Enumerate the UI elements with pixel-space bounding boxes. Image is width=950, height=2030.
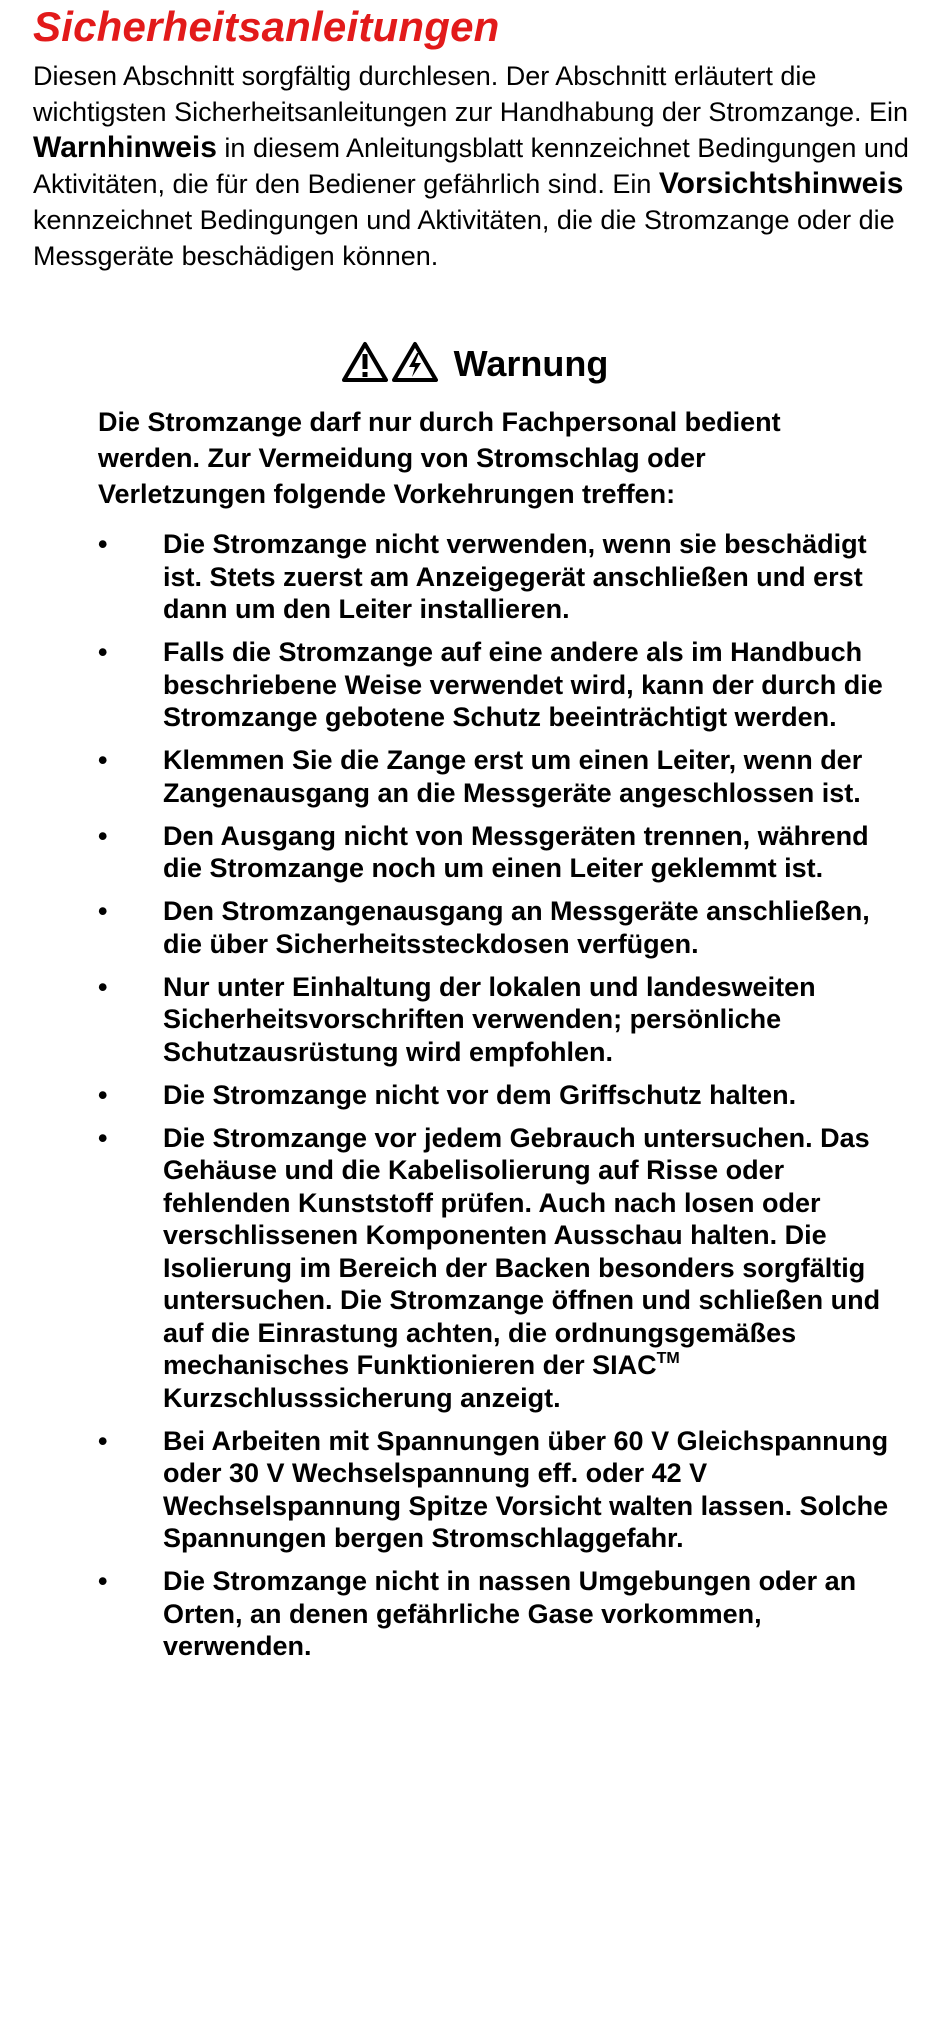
list-item-text: Klemmen Sie die Zange erst um einen Leiter, wenn der Zangenausgang an die Messgeräte angeschlossen ist. [163, 745, 863, 808]
list-item-text: Falls die Stromzange auf eine andere als im Handbuch beschriebene Weise verwendet wird, kann der durch die Stromzange gebotene Schutz beeinträchtigt werden. [163, 637, 883, 732]
list-item [98, 1425, 898, 1555]
list-item-text: Den Stromzangenausgang an Messgeräte anschließen, die über Sicherheitssteckdosen verfügen. [163, 896, 870, 959]
list-item [98, 1565, 898, 1663]
bullet-icon: • [98, 637, 108, 667]
trademark-mark: TM [656, 1350, 680, 1367]
list-item [98, 636, 898, 734]
high-voltage-icon [392, 341, 438, 388]
warning-lead-text: Die Stromzange darf nur durch Fachpersonal bedient werden. Zur Vermeidung von Stromschlag oder Verletzungen folgende Vorkehrungen treffen: [98, 407, 781, 509]
warning-icons [342, 341, 438, 388]
list-item-text: Die Stromzange nicht in nassen Umgebungen oder an Orten, an denen gefährliche Gase vorkommen, verwenden. [163, 1566, 857, 1661]
list-item-text: Bei Arbeiten mit Spannungen über 60 V Gleichspannung oder 30 V Wechselspannung eff. oder 42 V Wechselspannung Spitze Vorsicht walten lassen. Solche Spannungen bergen Stromschlaggefahr. [163, 1425, 889, 1553]
list-item-text: Die Stromzange nicht vor dem Griffschutz halten. [163, 1079, 797, 1110]
list-item [98, 744, 898, 809]
warning-list [98, 528, 898, 1673]
intro-text-3: kennzeichnet Bedingungen und Aktivitäten, die die Stromzange oder die Messgeräte beschädigen können. [33, 205, 895, 271]
list-item-text: Die Stromzange vor jedem Gebrauch untersuchen. Das Gehäuse und die Kabelisolierung auf Risse oder fehlenden Kunststoff prüfen. Auch nach losen oder verschlissenen Komponenten Ausschau halten. Die Isolierung im Bereich der Backen besonders sorgfältig untersuchen. Die Stromzange öffnen und schließen und auf die Einrastung achten, die ordnungsgemäßes mechanisches Funktionieren der SIAC [163, 1122, 881, 1380]
list-item [98, 528, 898, 626]
warning-heading-label: Warnung [453, 343, 609, 384]
list-item-text: Nur unter Einhaltung der lokalen und landesweiten Sicherheitsvorschriften verwenden; persönliche Schutzausrüstung wird empfohlen. [163, 971, 816, 1067]
warnhinweis-term: Warnhinweis [33, 131, 217, 164]
bullet-icon: • [98, 971, 108, 1002]
list-item [98, 895, 898, 960]
bullet-icon: • [98, 1425, 108, 1456]
bullet-icon: • [98, 1566, 108, 1596]
list-item-inspection [98, 1122, 898, 1415]
intro-text-2: in diesem Anleitungsblatt kennzeichnet Bedingungen und Aktivitäten, die für den Bediener gefährlich sind. Ein [33, 133, 909, 199]
warning-heading [0, 337, 950, 391]
vorsichtshinweis-term: Vorsichtshinweis [658, 167, 904, 200]
list-item [98, 820, 898, 885]
warning-triangle-icon [342, 341, 388, 388]
page-title: Sicherheitsanleitungen [33, 3, 500, 50]
list-item [98, 971, 898, 1069]
list-item-text: Den Ausgang nicht von Messgeräten trennen, während die Stromzange noch um einen Leiter geklemmt ist. [163, 820, 869, 883]
bullet-icon: • [98, 745, 108, 775]
list-item-text: Die Stromzange nicht verwenden, wenn sie beschädigt ist. Stets zuerst am Anzeigegerät anschließen und erst dann um den Leiter installieren. [163, 529, 867, 624]
bullet-icon: • [98, 1079, 108, 1110]
intro-paragraph [33, 58, 923, 274]
bullet-icon: • [98, 529, 108, 559]
list-item [98, 1079, 898, 1112]
bullet-icon: • [98, 820, 108, 851]
bullet-icon: • [98, 1122, 108, 1153]
bullet-icon: • [98, 896, 108, 926]
intro-text-1: Diesen Abschnitt sorgfältig durchlesen. Der Abschnitt erläutert die wichtigsten Sicherheitsanleitungen zur Handhabung der Stromzange. Ein [33, 61, 909, 127]
list-item-text-end: Kurzschlusssicherung anzeigt. [163, 1382, 561, 1413]
